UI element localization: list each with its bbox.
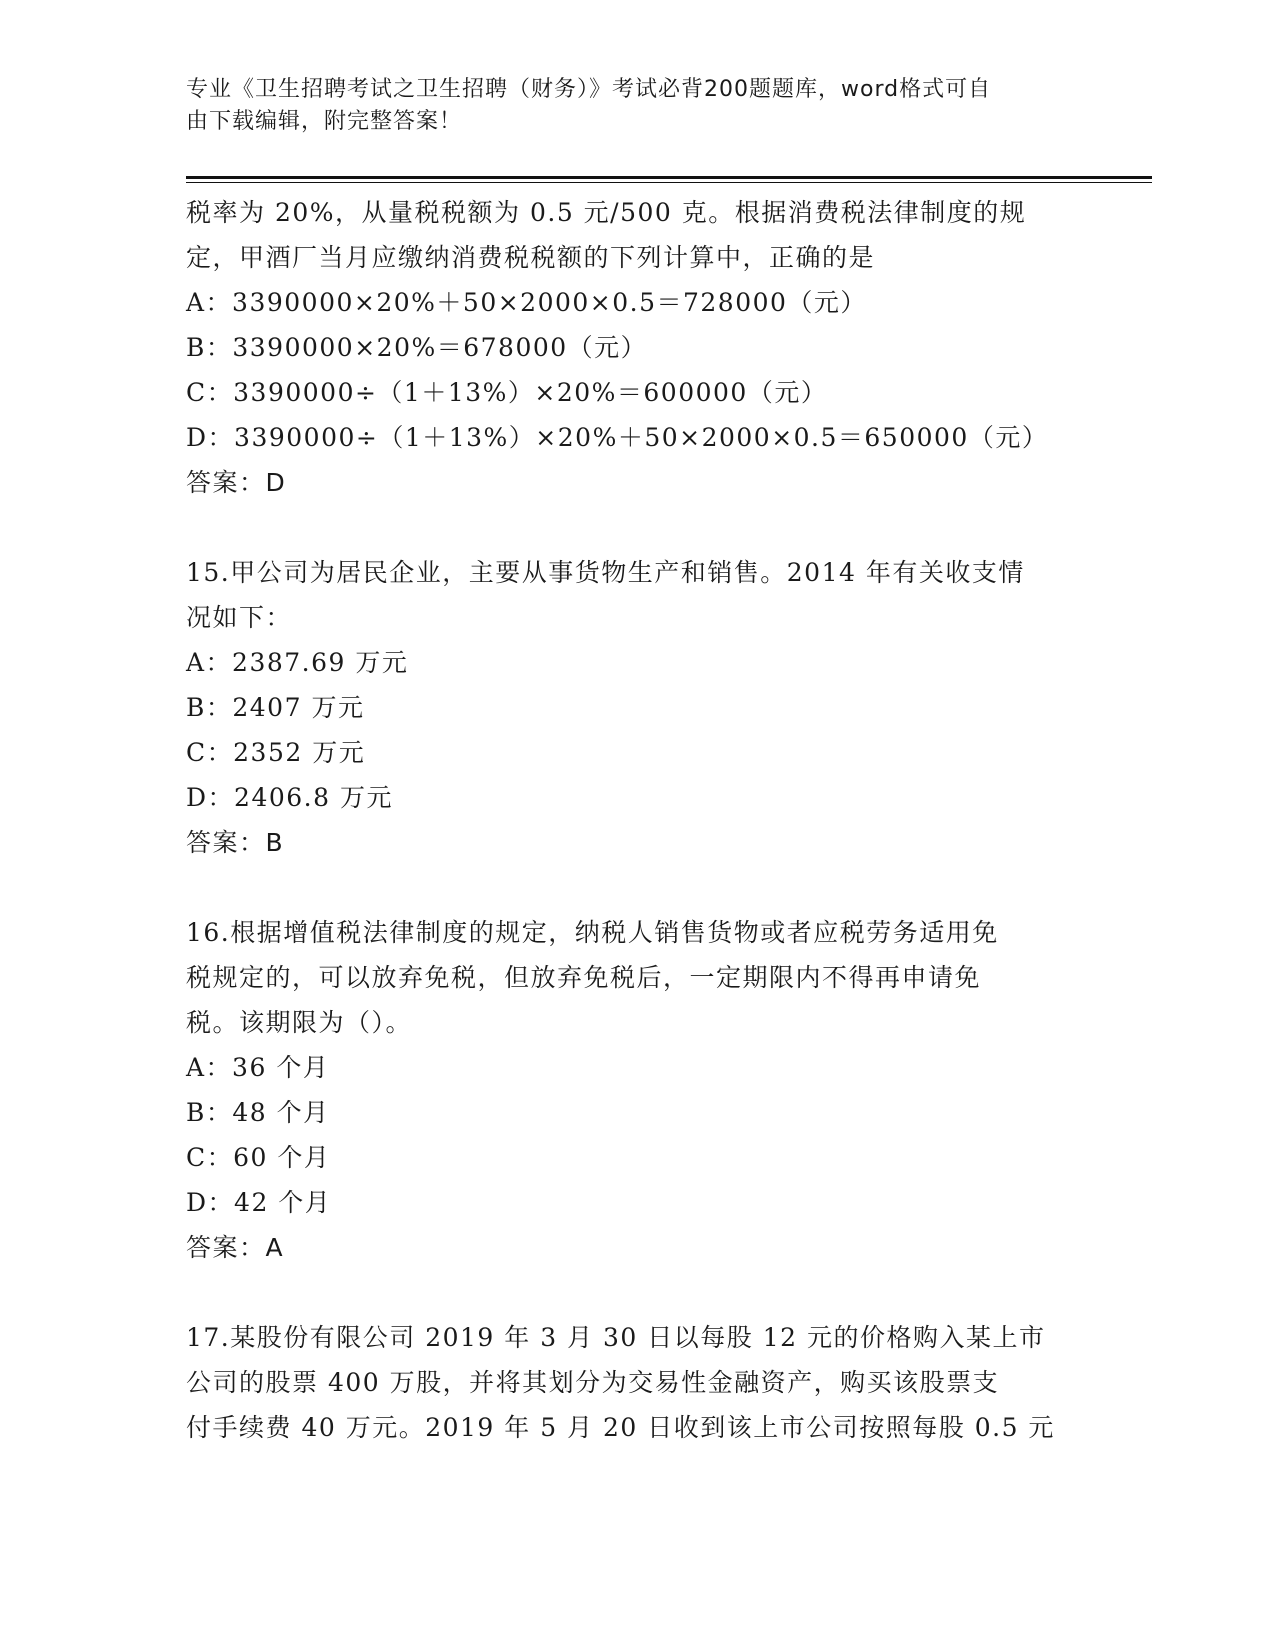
option-d: D：2406.8 万元 bbox=[186, 783, 393, 812]
option-d: D：3390000÷（1＋13%）×20%＋50×2000×0.5＝650000（元） bbox=[186, 423, 1049, 452]
spacer bbox=[186, 505, 1086, 550]
question-text-line: 税规定的，可以放弃免税，但放弃免税后，一定期限内不得再申请免 bbox=[186, 963, 982, 992]
question-text-line: 税率为 20%，从量税税额为 0.5 元/500 克。根据消费税法律制度的规 bbox=[186, 198, 1027, 227]
question-text-line: 17.某股份有限公司 2019 年 3 月 30 日以每股 12 元的价格购入某上市 bbox=[186, 1323, 1046, 1352]
option-a: A：36 个月 bbox=[186, 1053, 330, 1082]
header-rule-thin bbox=[186, 182, 1152, 183]
question-text-line: 付手续费 40 万元。2019 年 5 月 20 日收到该上市公司按照每股 0.5 元 bbox=[186, 1413, 1055, 1442]
option-c: C：2352 万元 bbox=[186, 738, 366, 767]
document-body bbox=[186, 190, 1086, 1450]
header-line-1: 专业《卫生招聘考试之卫生招聘（财务）》考试必背200题题库，word格式可自 bbox=[186, 77, 992, 102]
header-rule-thick bbox=[186, 176, 1152, 179]
answer-line: 答案：D bbox=[186, 468, 287, 497]
option-b: B：2407 万元 bbox=[186, 693, 365, 722]
question-text-line: 定，甲酒厂当月应缴纳消费税税额的下列计算中，正确的是 bbox=[186, 243, 876, 272]
option-b: B：3390000×20%＝678000（元） bbox=[186, 333, 648, 362]
spacer bbox=[186, 865, 1086, 910]
header-line-2: 由下载编辑，附完整答案！ bbox=[186, 109, 463, 134]
answer-line: 答案：B bbox=[186, 828, 285, 857]
question-14 bbox=[186, 190, 1086, 505]
question-16 bbox=[186, 910, 1086, 1270]
option-c: C：60 个月 bbox=[186, 1143, 331, 1172]
question-text-line: 16.根据增值税法律制度的规定，纳税人销售货物或者应税劳务适用免 bbox=[186, 918, 999, 947]
document-header bbox=[186, 74, 1066, 138]
question-text-line: 况如下： bbox=[186, 603, 293, 632]
question-15 bbox=[186, 550, 1086, 865]
question-text-line: 15.甲公司为居民企业，主要从事货物生产和销售。2014 年有关收支情 bbox=[186, 558, 1025, 587]
question-17 bbox=[186, 1315, 1086, 1450]
question-text-line: 公司的股票 400 万股，并将其划分为交易性金融资产，购买该股票支 bbox=[186, 1368, 1000, 1397]
option-a: A：3390000×20%＋50×2000×0.5＝728000（元） bbox=[186, 288, 867, 317]
option-d: D：42 个月 bbox=[186, 1188, 332, 1217]
option-b: B：48 个月 bbox=[186, 1098, 330, 1127]
spacer bbox=[186, 1270, 1086, 1315]
option-c: C：3390000÷（1＋13%）×20%＝600000（元） bbox=[186, 378, 828, 407]
answer-line: 答案：A bbox=[186, 1233, 285, 1262]
question-text-line: 税。该期限为（）。 bbox=[186, 1008, 413, 1037]
option-a: A：2387.69 万元 bbox=[186, 648, 409, 677]
